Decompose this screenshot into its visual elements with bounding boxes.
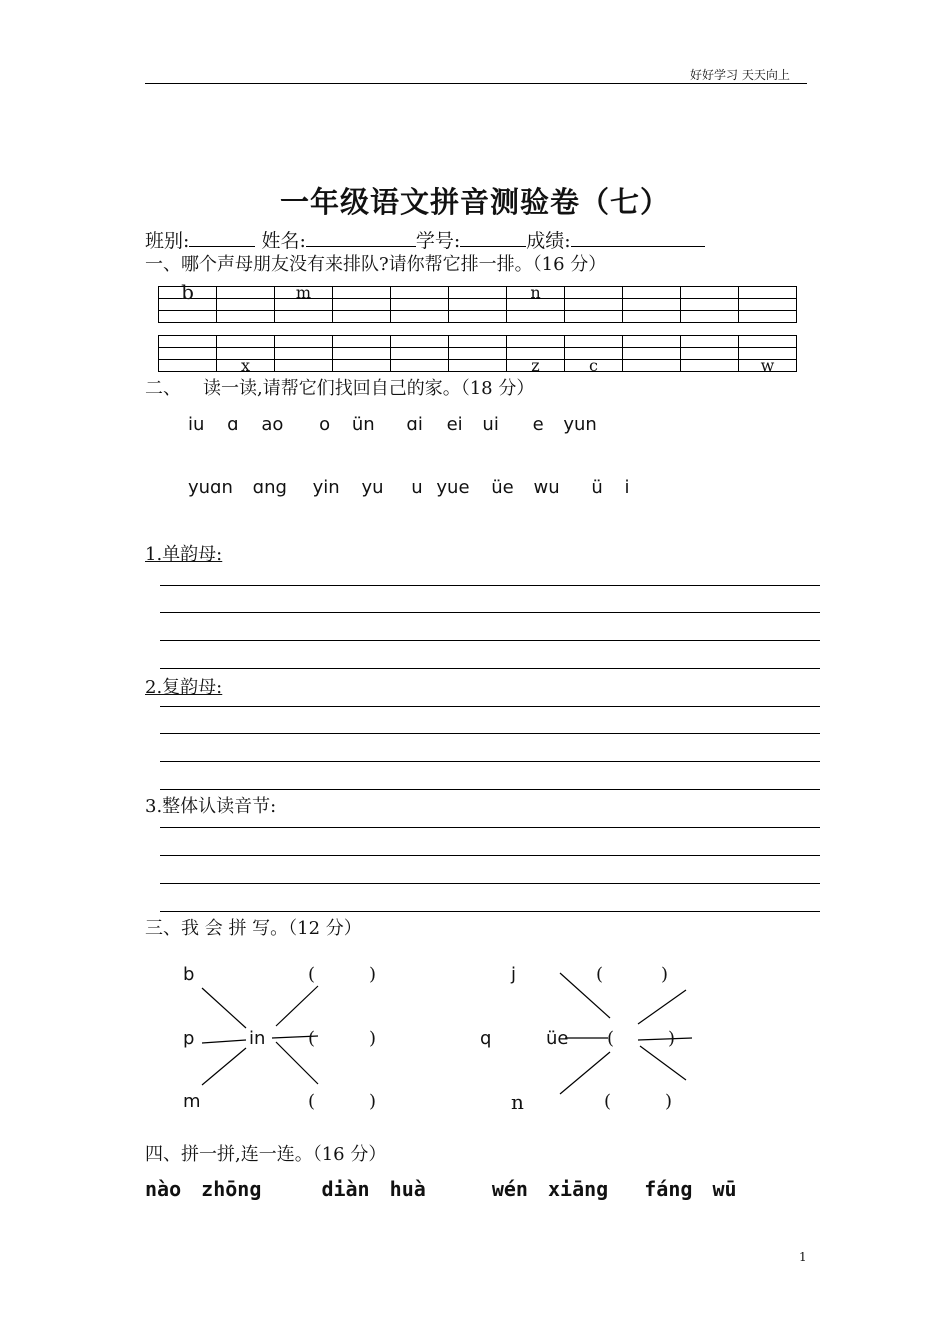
page-number: 1 — [799, 1250, 807, 1264]
subheading-single-finals: 1.单韵母: — [145, 544, 223, 565]
pinyin-word-row — [145, 1177, 737, 1201]
pinyin-word: wū — [712, 1177, 737, 1201]
initial-p: p — [183, 1028, 195, 1049]
grid2-cell[interactable]: z — [507, 360, 565, 372]
answer-paren[interactable]: ( ) — [607, 1028, 676, 1049]
answer-paren[interactable]: ( ) — [596, 964, 669, 985]
initial-m: m — [183, 1091, 201, 1112]
final-ue: üe — [546, 1028, 569, 1049]
connector-line — [202, 1048, 246, 1085]
pinyin-item: yue — [436, 477, 470, 498]
header-note: 好好学习 天天向上 — [690, 68, 790, 82]
pinyin-item: yun — [563, 414, 597, 435]
grid2-cell[interactable]: w — [739, 360, 797, 372]
connector-line — [640, 1046, 686, 1080]
pinyin-word: wén — [491, 1177, 528, 1201]
id-label: 学号: — [415, 230, 461, 252]
answer-paren[interactable]: ( ) — [604, 1091, 673, 1112]
pinyin-item: yuɑn — [188, 477, 233, 498]
pinyin-item: ü — [591, 477, 603, 498]
answer-paren[interactable]: ( ) — [308, 964, 377, 985]
score-label: 成绩: — [526, 230, 571, 252]
connector-line — [202, 1040, 246, 1043]
pinyin-item: wu — [533, 477, 560, 498]
grid2-cell[interactable]: c — [565, 360, 623, 372]
section2-number: 二、 — [145, 378, 181, 399]
pinyin-word: fáng — [644, 1177, 693, 1201]
pinyin-item: yin — [312, 477, 340, 498]
grid1-cell[interactable]: m — [275, 287, 333, 299]
pinyin-item: ɑng — [252, 477, 287, 498]
pinyin-item: ui — [482, 414, 499, 435]
grid1-cell[interactable]: b — [159, 287, 217, 299]
pinyin-item: ɑi — [406, 414, 423, 435]
pinyin-item: ao — [261, 414, 284, 435]
subheading-whole-syllables: 3.整体认读音节: — [145, 796, 277, 817]
pinyin-item: u — [411, 477, 423, 498]
section1-heading: 一、哪个声母朋友没有来排队?请你帮它排一排。（16 分） — [145, 254, 607, 275]
name-label: 姓名: — [261, 230, 306, 252]
pinyin-item: ün — [351, 414, 375, 435]
initial-n: n — [511, 1090, 524, 1114]
initial-q: q — [480, 1028, 492, 1049]
pinyin-item: e — [532, 414, 544, 435]
pinyin-item: i — [624, 477, 630, 498]
pinyin-word: xiāng — [548, 1177, 609, 1201]
grid2-cell[interactable]: x — [217, 360, 275, 372]
section2-text: 读一读,请帮它们找回自己的家。（18 分） — [203, 378, 535, 399]
pinyin-word: zhōng — [201, 1177, 262, 1201]
page-title: 一年级语文拼音测验卷（七） — [279, 185, 670, 219]
pinyin-item: ei — [446, 414, 463, 435]
initial-b: b — [183, 964, 195, 985]
subheading-compound-finals: 2.复韵母: — [145, 677, 223, 698]
pinyin-item: iu — [188, 414, 205, 435]
class-label: 班别: — [145, 230, 190, 252]
pinyin-word: huà — [389, 1177, 426, 1201]
connector-line — [202, 988, 246, 1028]
pinyin-item: o — [319, 414, 331, 435]
initial-j: j — [511, 964, 517, 985]
connector-line — [638, 990, 686, 1024]
grid1-cell[interactable]: n — [507, 287, 565, 299]
section3-heading: 三、我 会 拼 写。（12 分） — [145, 918, 362, 939]
final-in: in — [249, 1028, 266, 1049]
section4-heading: 四、拼一拼,连一连。（16 分） — [145, 1144, 387, 1165]
connector-line — [276, 986, 318, 1026]
pinyin-item: yu — [361, 477, 384, 498]
answer-paren[interactable]: ( ) — [308, 1091, 377, 1112]
pinyin-item: ɑ — [227, 414, 239, 435]
pinyin-item: üe — [491, 477, 514, 498]
pinyin-word: diàn — [321, 1177, 370, 1201]
connector-line — [560, 1052, 610, 1094]
answer-paren[interactable]: ( ) — [308, 1028, 377, 1049]
pinyin-word: nào — [145, 1177, 182, 1201]
